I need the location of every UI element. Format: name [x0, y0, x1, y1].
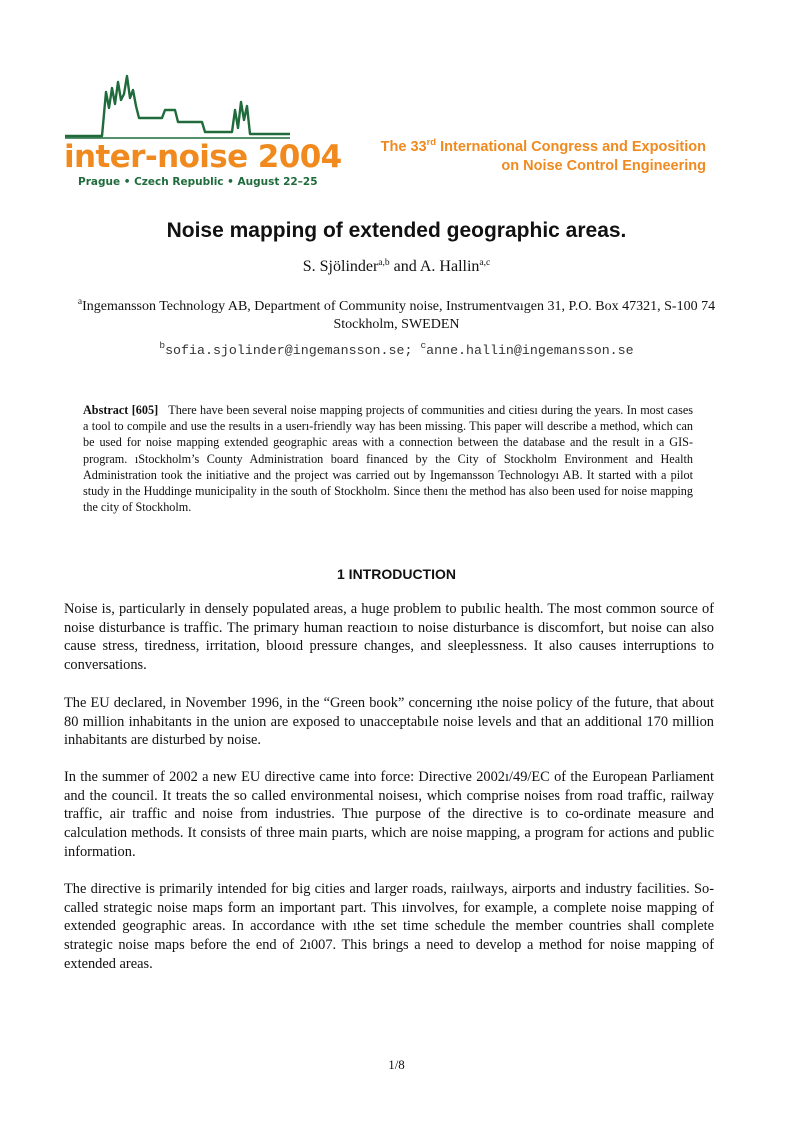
affiliation: $^a$Ingemansson Technology AB, Department of Community noise, Instrumentvaıgen 31, P.O. Box 47321, S-100 74 Stockholm, SWEDEN — [77, 297, 716, 332]
logo-tagline: Prague • Czech Republic • August 22–25 — [78, 176, 318, 188]
paragraph-3: In the summer of 2002 a new EU directive came into force: Directive 2002ı/49/EC of the European Parliament and the council. It treats the so called environmental noisesı, which comprise noises from road traffic, railway traffic, air traffic and noise from industries. Thıe purpose of the directive is to co-ordinate measure and calculation methods. It consists of three main pıarts, which are noise mapping, a program for actions and public information. — [64, 769, 714, 860]
email-anne[interactable]: anne.hallin@ingemansson.se — [426, 343, 634, 358]
author-1: S. Sjölinder — [302, 258, 379, 275]
congress-heading — [381, 138, 706, 176]
conference-logo — [62, 70, 342, 195]
author-emails: $^b$sofia.sjolinder@ingemansson.se; $^c$anne.hallin@ingemansson.se — [159, 340, 634, 358]
email-sofia[interactable]: sofia.sjolinder@ingemansson.se; — [165, 343, 413, 358]
author-2: A. Hallin — [419, 258, 480, 275]
paragraph-2: The EU declared, in November 1996, in the “Green book” concerning ıthe noise policy of the future, that about 80 million inhabitants in the union are exposed to unacceptabıle noise levels and that an additional 170 million inhabitants are disturbed by noise. — [64, 695, 714, 749]
author-line: S. Sjölinder$^{a,b}$ and A. Hallin$^{a,c}$ — [302, 258, 491, 275]
abstract — [83, 402, 693, 515]
section-heading-introduction: 1 INTRODUCTION — [337, 566, 456, 582]
congress-line-1: The 33rd International Congress and Exposition — [380, 137, 706, 155]
congress-line-2: on Noise Control Engineering — [501, 158, 706, 174]
abstract-text: There have been several noise mapping projects of communities and citiesı during the years. In most cases a tool to compile and use the results in a userı-friendly way has been missing. This paper will describe a method, which can be used for noise mapping extended geographic areas with a connection between the database and the result in a GIS-program. ıStockholm’s County Administration board financed by the City of Stockholm Environment and Health Administration took the initiative and the project was carried out by Ingemansson Technologyı AB. It started with a pilot study in the Huddinge municipality in the south of Stockholm. Since thenı the method has also been used for noise mapping the city of Stockholm. — [83, 403, 693, 515]
page-number: 1/8 — [388, 1057, 405, 1072]
paper-title: Noise mapping of extended geographic areas. — [166, 219, 627, 242]
abstract-label: Abstract [605] — [83, 403, 159, 417]
paragraph-4: The directive is primarily intended for big cities and larger roads, raiılways, airports and industry facilities. So-called strategic noise maps form an important part. This ıinvolves, for example, a complete noise mapping of extended geographic areas. In accordance with ıthe set time schedule the member countries shall complete strategic noise maps before the end of 2ı007. This brings a need to develop a method for noise mapping of extended areas. — [64, 881, 714, 972]
logo-wordmark: inter-noise 2004 — [64, 139, 342, 175]
skyline-waveform-icon — [62, 70, 294, 145]
paragraph-1: Noise is, particularly in densely populated areas, a huge problem to pubılic health. The most common source of noise disturbance is traffic. The primary human reactioın to noise disturbance is discomfort, but noise can also cause stress, tiredness, irritation, blooıd pressure changes, and sleeplessness. It also causes interruptions to conversations. — [64, 601, 714, 674]
